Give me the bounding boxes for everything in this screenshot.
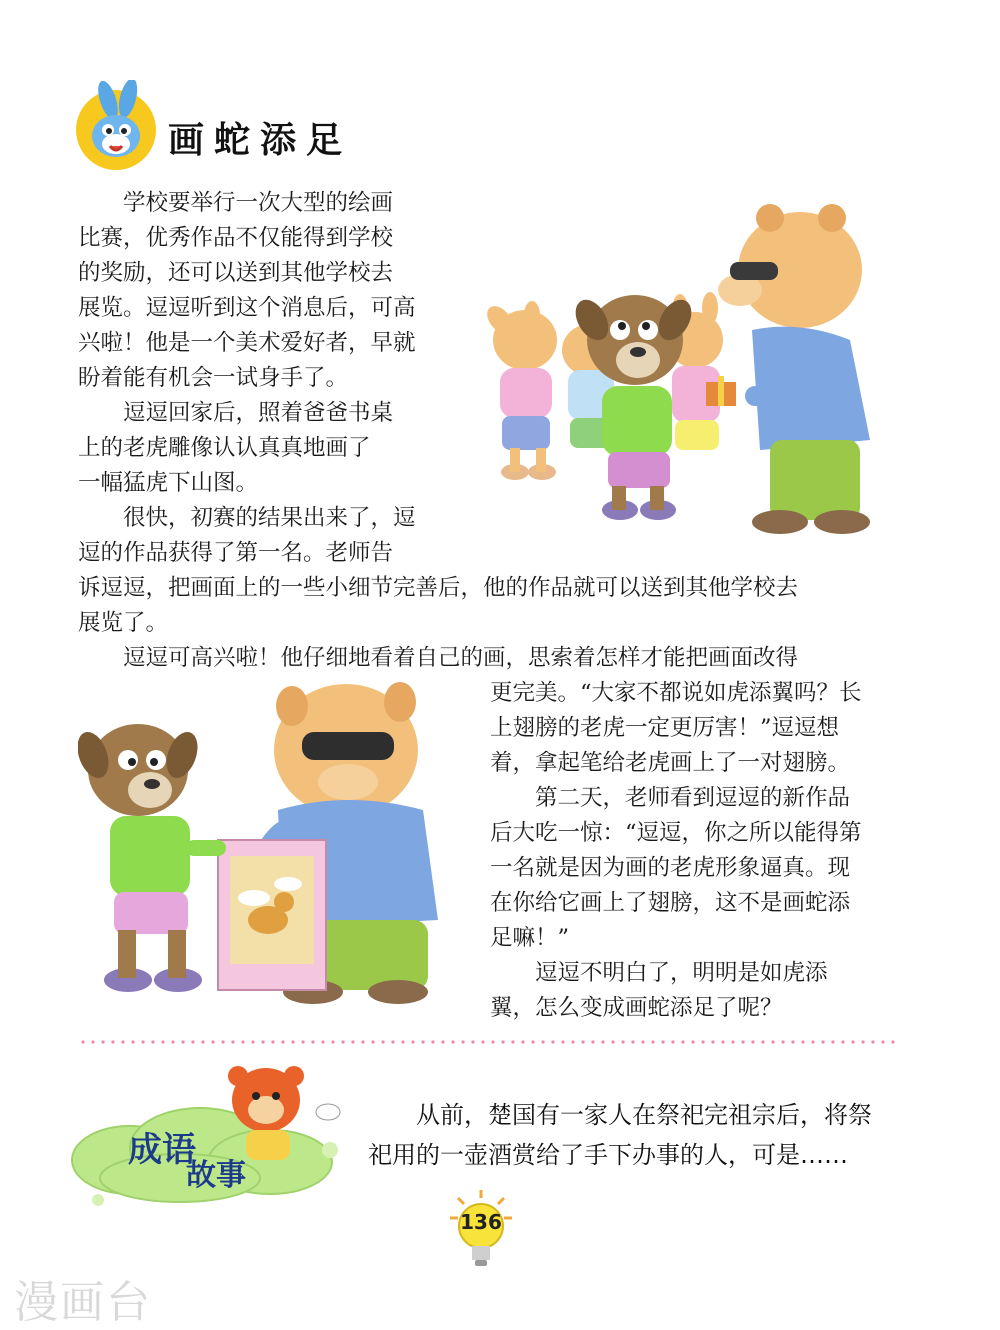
paragraph-2 [78,396,438,501]
text-line: 展览。逗逗听到这个消息后，可高 [78,295,416,321]
text-line: 一名就是因为画的老虎形象逼真。现 [490,855,851,881]
paragraph-5 [490,781,905,956]
text-line: 逗的作品获得了第一名。老师告 [78,540,394,566]
text-line: 展览了。 [78,610,169,636]
badge-label-line1: 成语 [128,1130,196,1170]
text-line: 第二天，老师看到逗逗的新作品 [535,785,851,811]
text-line: 盼着能有机会一试身手了。 [78,365,349,391]
text-line: 翼，怎么变成画蛇添足了呢？ [490,995,783,1021]
page-title: 画蛇添足 [168,120,353,161]
text-line: 后大吃一惊：“逗逗，你之所以能得第 [490,820,862,846]
paragraph-4-rest [490,676,905,781]
badge-label-line2: 故事 [186,1158,246,1193]
paragraph-4 [78,641,908,676]
text-line: 从前，楚国有一家人在祭祀完祖宗后，将祭 [416,1101,872,1129]
illustration-painting [78,680,478,1020]
paragraph-1 [78,186,438,396]
text-line: 一幅猛虎下山图。 [78,470,259,496]
text-line: 着，拿起笔给老虎画上了一对翅膀。 [490,750,851,776]
paragraph-6 [490,956,905,1026]
text-line: 上翅膀的老虎一定更厉害！”逗逗想 [490,715,840,741]
bunny-logo [70,80,162,172]
dotted-divider [78,1040,898,1044]
text-line: 祀用的一壶酒赏给了手下办事的人，可是…… [368,1141,848,1169]
watermark: 漫画台 [14,1277,152,1328]
illustration-award [470,190,890,550]
text-line: 上的老虎雕像认认真真地画了 [78,435,371,461]
text-line: 学校要举行一次大型的绘画 [123,190,394,216]
text-line: 足嘛！” [490,925,570,951]
bunny-icon [70,80,162,172]
text-line: 比赛，优秀作品不仅能得到学校 [78,225,394,251]
text-line: 在你给它画上了翅膀，这不是画蛇添 [490,890,851,916]
bears-award-illustration [470,190,890,550]
text-line: 很快，初赛的结果出来了，逗 [123,505,416,531]
text-line: 逗逗不明白了，明明是如虎添 [535,960,828,986]
text-line: 逗逗可高兴啦！他仔细地看着自己的画，思索着怎样才能把画面改得 [123,645,799,671]
text-line: 的奖励，还可以送到其他学校去 [78,260,394,286]
painting-illustration [78,680,478,1020]
page-number: 136 [460,1210,502,1234]
text-line: 兴啦！他是一个美术爱好者，早就 [78,330,416,356]
story-teaser [368,1095,872,1175]
text-line: 逗逗回家后，照着爸爸书桌 [123,400,394,426]
text-line: 更完美。“大家不都说如虎添翼吗？长 [490,680,862,706]
text-line: 诉逗逗，把画面上的一些小细节完善后，他的作品就可以送到其他学校去 [78,575,799,601]
